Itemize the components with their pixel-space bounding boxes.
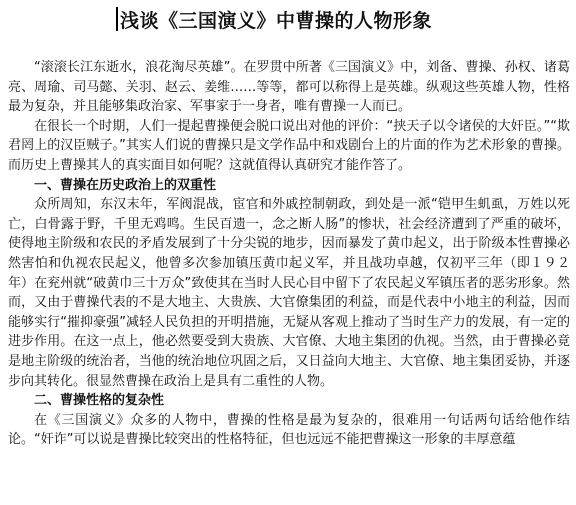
section-heading-character-complexity: 二、曹操性格的复杂性 — [34, 393, 165, 409]
paragraph-character-complexity: 在《三国演义》众多的人物中，曹操的性格是最为复杂的，很难用一句话两句话给他作结论。“奸诈”可以说是曹操比较突出的性格特征，但也远远不能把曹操这一形象的丰厚意蕴 — [8, 412, 570, 448]
paragraph-political-duality: 众所周知，东汉末年，军阀混战，宦官和外戚控制朝政，到处是一派“铠甲生虮虱，万姓以死亡，白骨露于野，千里无鸡鸣。生民百遗一，念之断人肠”的惨状，社会经济遭到了严重的破坏，使得地主阶级和农民的矛盾发展到了十分尖锐的地步，因而暴发了黄巾起义，出于阶级本性曹操必然害怕和仇视农民起义，他曾多次参加镇压黄巾起义军，并且战功卓越，仅初平三年（即１９２年）在兖州就“破黄巾三十万众”致使其在当时人民心目中留下了农民起义军镇压者的恶劣形象。然而，又由于曹操代表的不是大地主、大贵族、大官僚集团的利益，而是代表中小地主的利益，因而能够实行“摧抑豪强”减轻人民负担的开明措施，无疑从客观上推动了当时生产力的发展，有一定的进步作用。在这一点上，他必然要受到大贵族、大官僚、大地主集团的仇视。当然，由于曹操必竟是地主阶级的统治者，当他的统治地位巩固之后，又日益向大地主、大官僚、地主集团妥协，并逐步向其转化。很显然曹操在政治上是具有二重性的人物。 — [8, 197, 570, 389]
article-body — [8, 58, 570, 450]
paragraph-intro: “滚滚长江东逝水，浪花淘尽英雄”。在罗贯中所著《三国演义》中，刘备、曹操、孙权、诸葛亮、周瑜、司马懿、关羽、赵云、姜维……等等，都可以称得上是英雄。纵观这些英雄人物，性格最为复杂，并且能够集政治家、军事家于一身者，唯有曹操一人而已。 — [8, 60, 570, 115]
page-title: 浅谈《三国演义》中曹操的人物形象 — [120, 9, 433, 32]
title-bar — [116, 6, 432, 32]
paragraph-evaluation: 在很长一个时期，人们一提起曹操便会脱口说出对他的评价：“挟天子以令诸侯的大奸臣。”“欺君罔上的汉臣贼子。”其实人们说的曹操只是文学作品中和戏剧台上的片面的作为艺术形象的曹操。而历史上曹操其人的真实面目如何呢？这就值得认真研究才能作答了。 — [8, 118, 570, 173]
title-rule — [116, 7, 118, 31]
section-heading-political-duality: 一、曹操在历史政治上的双重性 — [34, 177, 217, 193]
